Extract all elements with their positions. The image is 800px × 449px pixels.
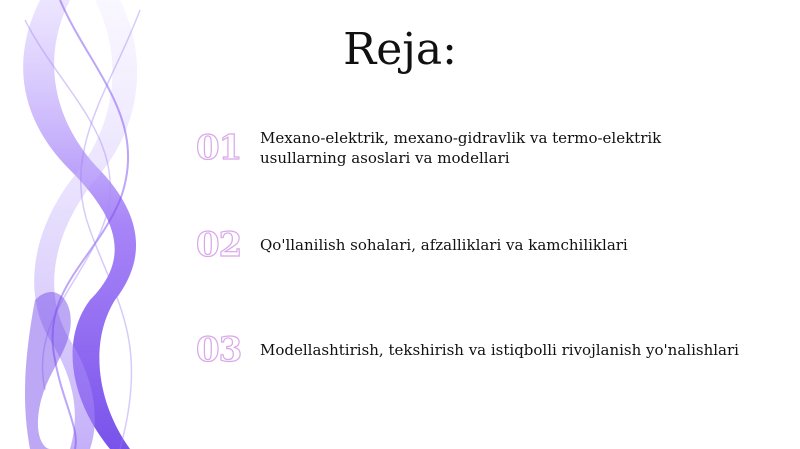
- agenda-item-text: Qo'llanilish sohalari, afzalliklari va kamchiliklari: [260, 236, 628, 254]
- agenda-item: [196, 225, 776, 265]
- agenda-item-number: 02: [196, 225, 242, 265]
- agenda-item-number: 01: [196, 128, 242, 168]
- agenda-item-text: Mexano-elektrik, mexano-gidravlik va termo-elektrik usullarning asoslari va modellari: [260, 129, 662, 167]
- agenda-item-text: Modellashtirish, tekshirish va istiqbolli rivojlanish yo'nalishlari: [260, 341, 739, 359]
- abstract-smoke-ribbon-icon: [0, 0, 200, 449]
- agenda-item: [196, 128, 776, 168]
- agenda-item-number: 03: [196, 330, 242, 370]
- slide-title: Reja:: [343, 24, 457, 75]
- agenda-item: [196, 330, 776, 370]
